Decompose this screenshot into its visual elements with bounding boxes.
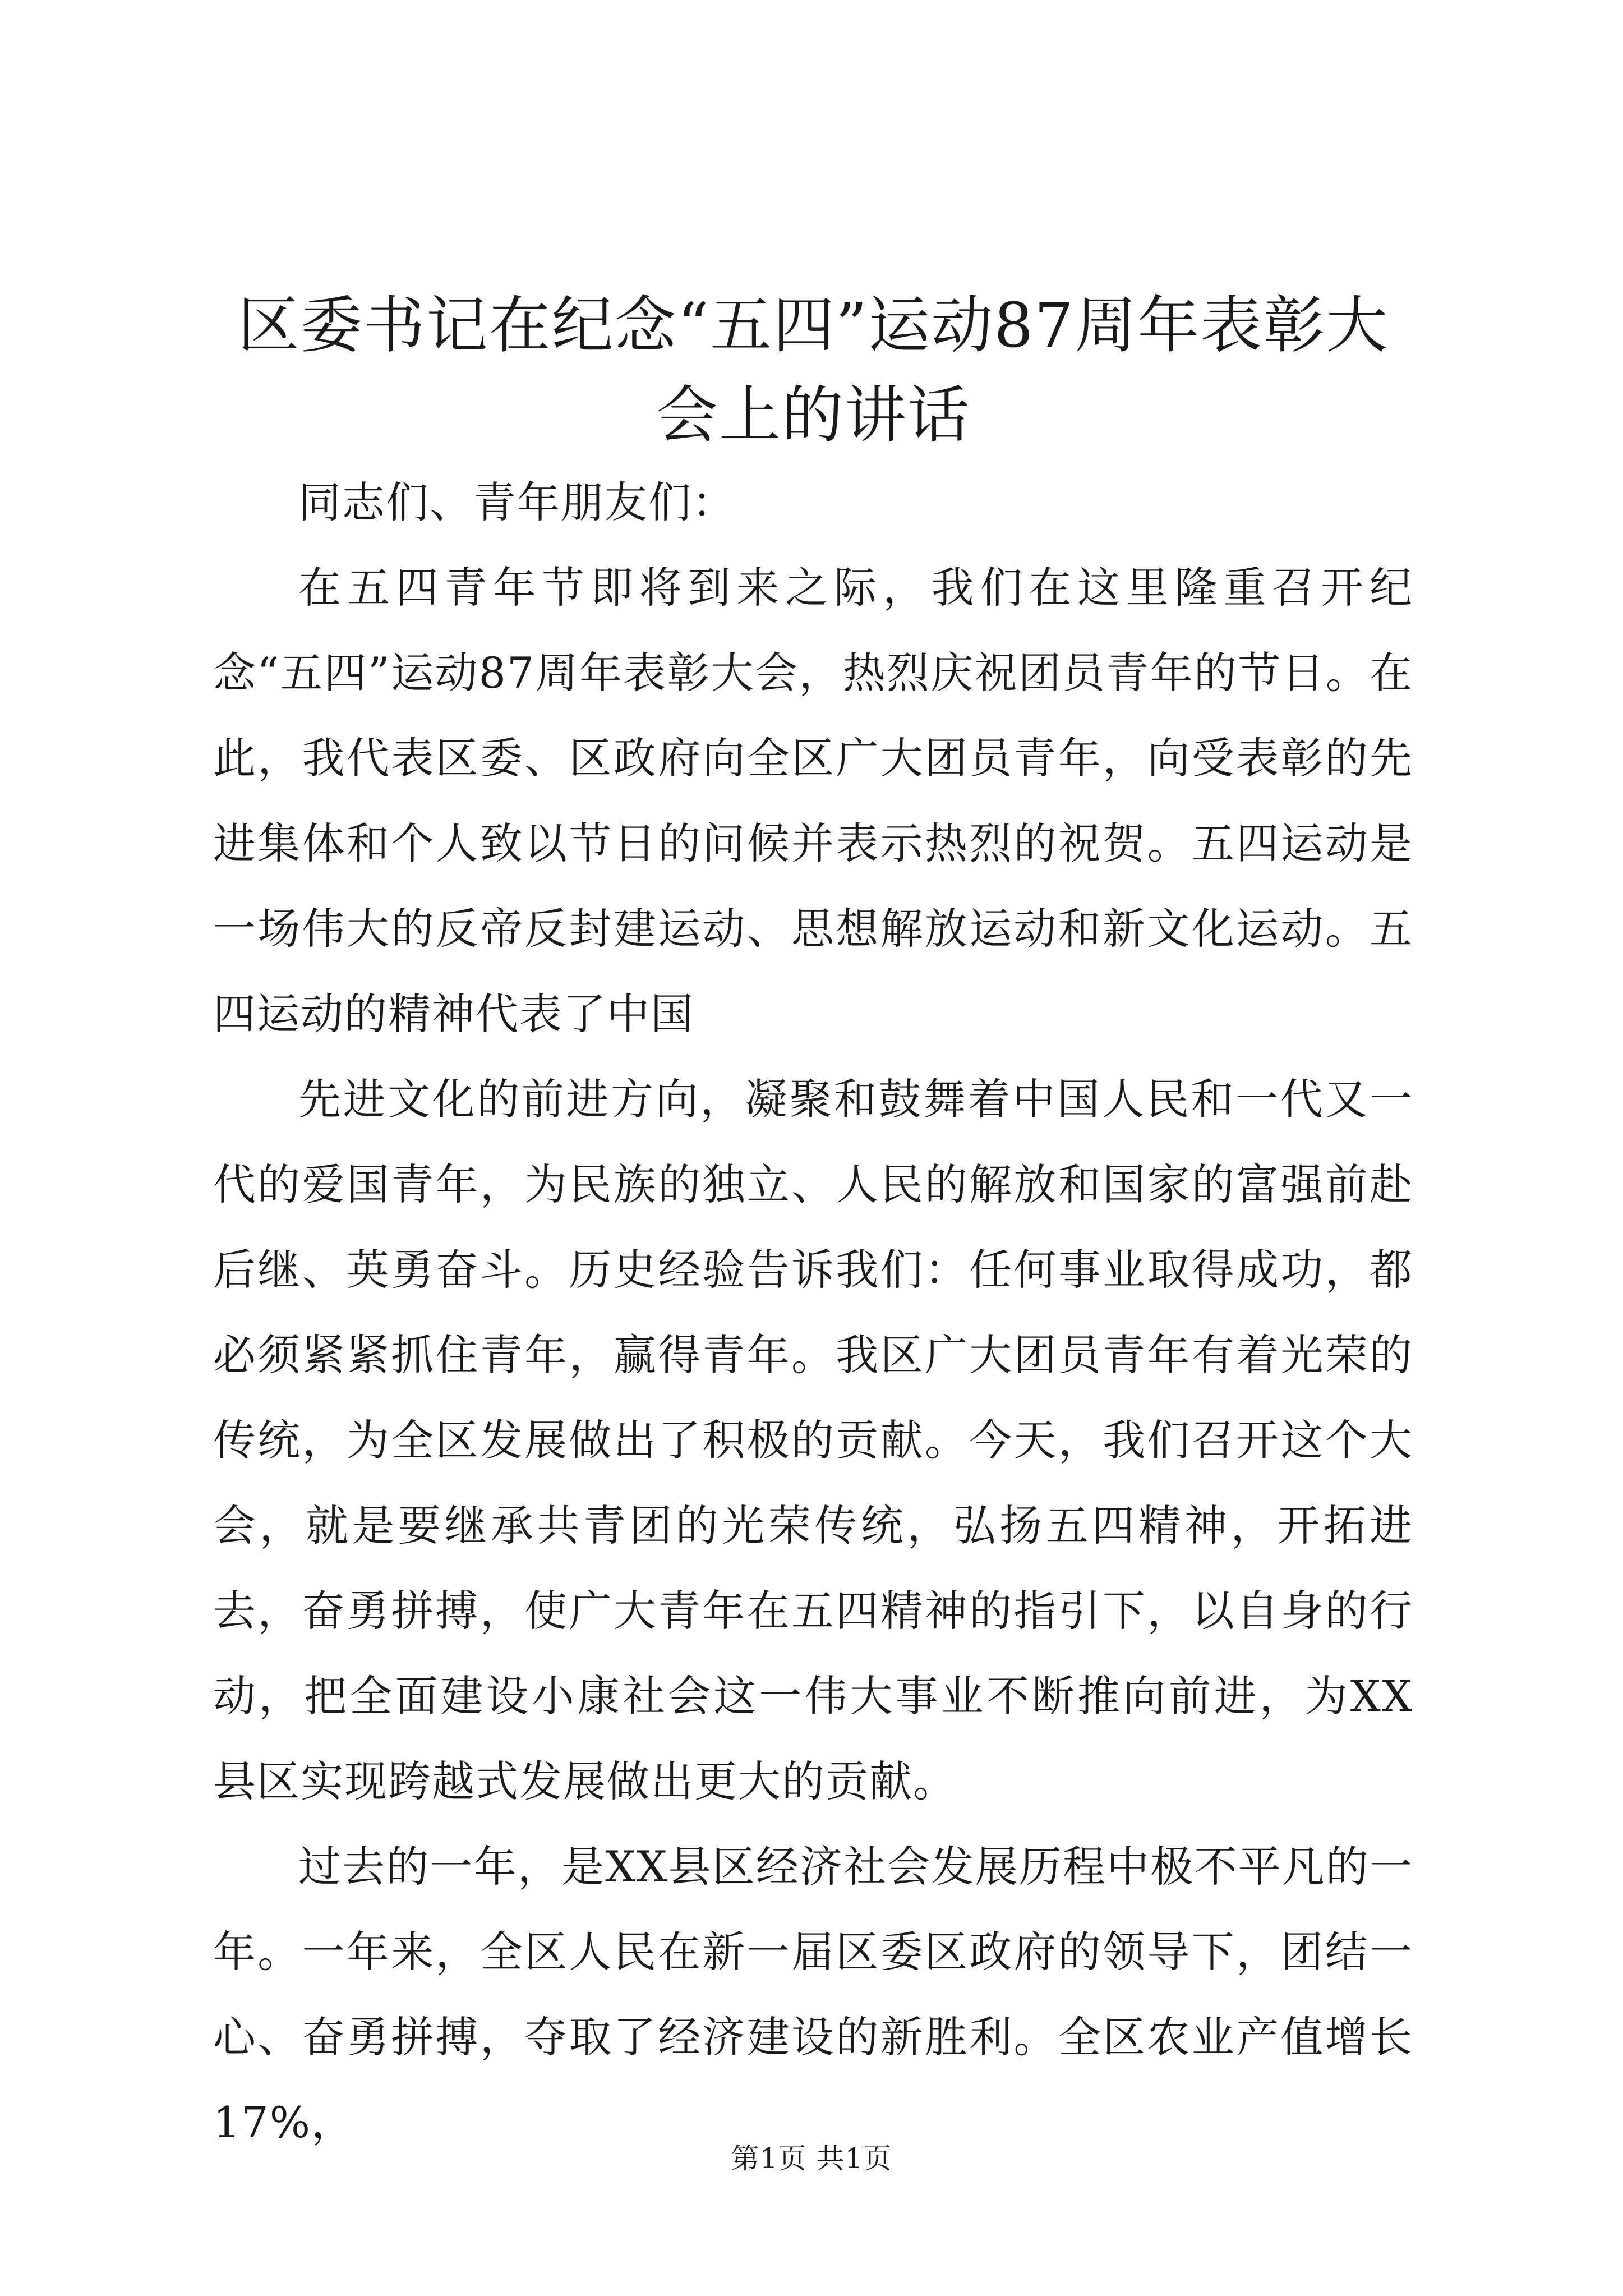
paragraph-3: 过去的一年，是XX县区经济社会发展历程中极不平凡的一年。一年来，全区人民在新一届区委区政府的领导下，团结一心、奋勇拼搏，夺取了经济建设的新胜利。全区农业产值增长17%， (213, 1842, 1413, 2147)
paragraph-1: 在五四青年节即将到来之际，我们在这里隆重召开纪念“五四”运动87周年表彰大会，热烈庆祝团员青年的节日。在此，我代表区委、区政府向全区广大团员青年，向受表彰的先进集体和个人致以节日的问候并表示热烈的祝贺。五四运动是一场伟大的反帝反封建运动、思想解放运动和新文化运动。五四运动的精神代表了中国 (213, 563, 1413, 1039)
title-line-1: 区委书记在纪念“五四”运动87周年表彰大 (237, 289, 1389, 361)
greeting: 同志们、青年朋友们： (298, 477, 736, 527)
page-footer: 第1页 共1页 (731, 2142, 892, 2175)
document-title (213, 280, 1413, 460)
paragraph-2: 先进文化的前进方向，凝聚和鼓舞着中国人民和一代又一代的爱国青年，为民族的独立、人民的解放和国家的富强前赴后继、英勇奋斗。历史经验告诉我们：任何事业取得成功，都必须紧紧抓住青年，赢得青年。我区广大团员青年有着光荣的传统，为全区发展做出了积极的贡献。今天，我们召开这个大会，就是要继承共青团的光荣传统，弘扬五四精神，开拓进去，奋勇拼搏，使广大青年在五四精神的指引下，以自身的行动，把全面建设小康社会这一伟大事业不断推向前进，为XX县区实现跨越式发展做出更大的贡献。 (213, 1074, 1413, 1806)
document-body (213, 460, 1413, 2165)
title-line-2: 会上的讲话 (656, 379, 970, 451)
